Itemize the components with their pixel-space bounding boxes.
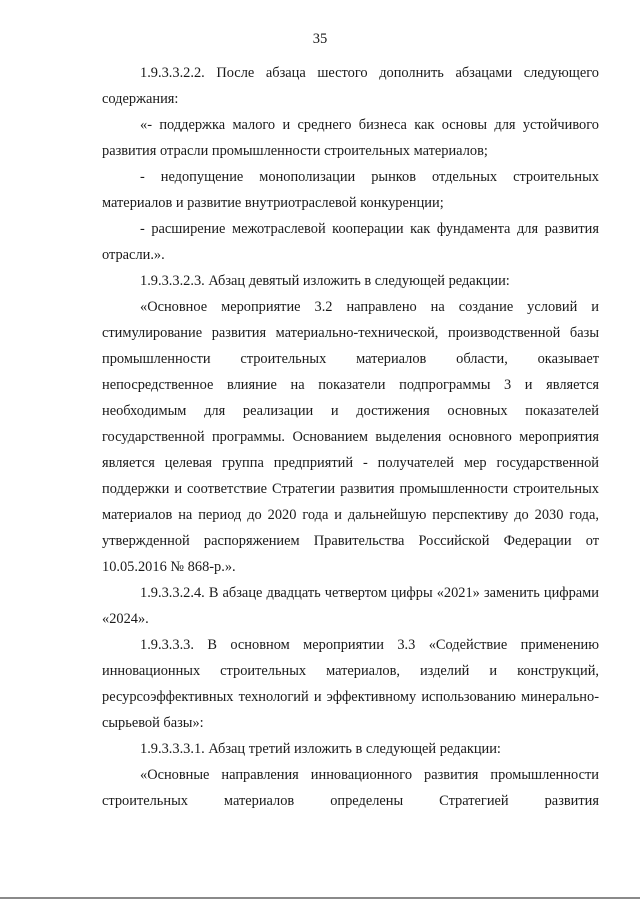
paragraph-main-measure-3-2: «Основное мероприятие 3.2 направлено на создание условий и стимулирование развития материально-технической, производственной базы промышленности строительных материалов области, оказывает непосредственное влияние на показатели подпрограммы 3 и является необходимым для реализации и достижения основных показателей государственной программы. Основанием выделения основного мероприятия является целевая группа предприятий - получателей мер государственной поддержки и соответствие Стратегии развития промышленности строительных материалов на период до 2020 года и дальнейшую перспективу до 2030 года, утвержденной распоряжением Правительства Российской Федерации от 10.05.2016 № 868-р.». xyxy=(102,299,599,575)
page-bottom-edge xyxy=(0,897,640,899)
paragraph-innovation-directions: «Основные направления инновационного развития промышленности строительных материалов определены Стратегией развития xyxy=(102,767,599,809)
paragraph-1-9-3-3-2-4: 1.9.3.3.2.4. В абзаце двадцать четвертом цифры «2021» заменить цифрами «2024». xyxy=(102,585,599,627)
paragraph-monopolization: - недопущение монополизации рынков отдельных строительных материалов и развитие внутриотраслевой конкуренции; xyxy=(102,169,599,211)
paragraph-1-9-3-3-2-2: 1.9.3.3.2.2. После абзаца шестого дополнить абзацами следующего содержания: xyxy=(102,65,599,107)
paragraph-quote-sme-support: «- поддержка малого и среднего бизнеса как основы для устойчивого развития отрасли промышленности строительных материалов; xyxy=(102,117,599,159)
document-body xyxy=(102,60,599,814)
paragraph-1-9-3-3-3-1: 1.9.3.3.3.1. Абзац третий изложить в следующей редакции: xyxy=(140,741,501,757)
page-number: 35 xyxy=(312,31,328,47)
paragraph-1-9-3-3-3: 1.9.3.3.3. В основном мероприятии 3.3 «Содействие применению инновационных строительных материалов, изделий и конструкций, ресурсоэффективных технологий и эффективному использованию минерально-сырьевой базы»: xyxy=(102,637,599,731)
paragraph-1-9-3-3-2-3: 1.9.3.3.2.3. Абзац девятый изложить в следующей редакции: xyxy=(140,273,510,289)
paragraph-cooperation: - расширение межотраслевой кооперации как фундамента для развития отрасли.». xyxy=(102,221,599,263)
